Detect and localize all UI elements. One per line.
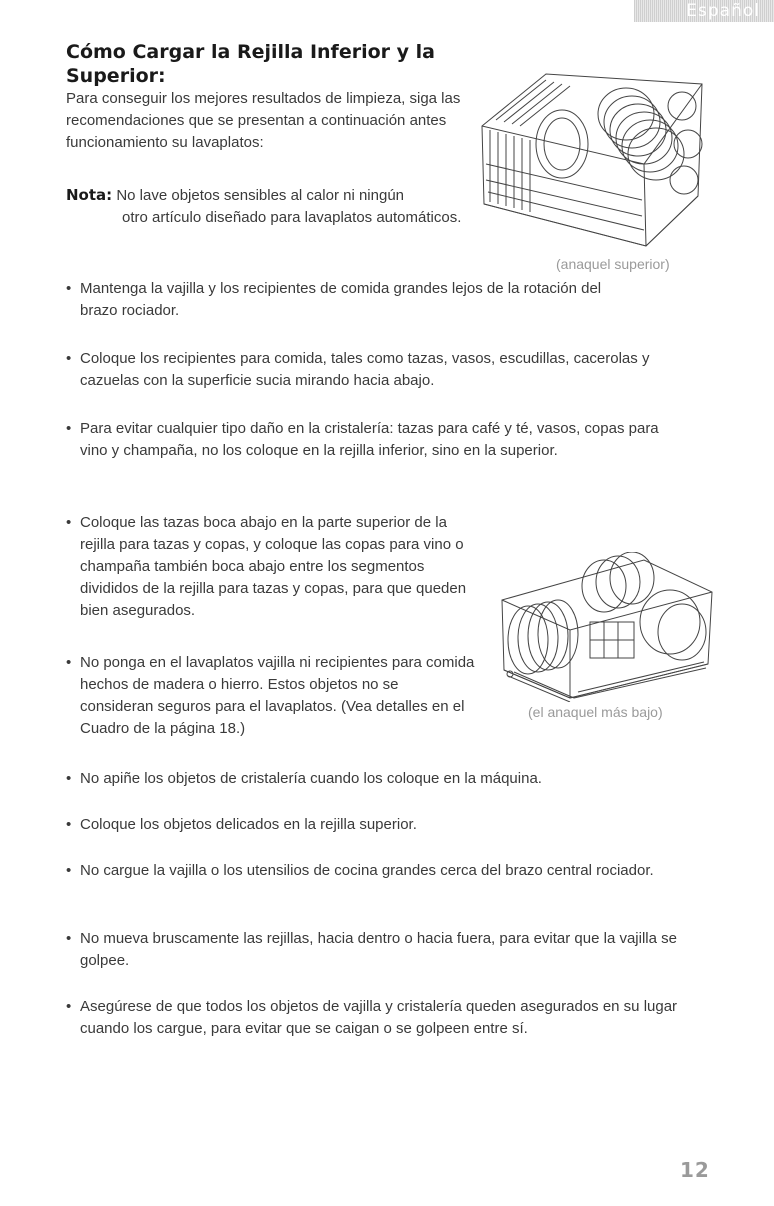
lower-rack-caption: (el anaquel más bajo)	[528, 704, 663, 720]
bullet-marker: •	[66, 862, 72, 879]
upper-rack-caption: (anaquel superior)	[556, 256, 670, 272]
list-item-text: Mantenga la vajilla y los recipientes de comida grandes lejos de la rotación del brazo rociador.	[80, 280, 602, 319]
note-block	[66, 184, 466, 229]
bullet-marker: •	[66, 654, 72, 671]
list-item	[66, 768, 746, 790]
list-item-text: Coloque los recipientes para comida, tales como tazas, vasos, escudillas, cacerolas y cazuelas con la superficie sucia mirando hacia abajo.	[80, 350, 650, 389]
list-item	[66, 928, 726, 972]
list-item	[66, 278, 626, 322]
note-rest: otro artículo diseñado para lavaplatos automáticos.	[122, 209, 462, 226]
note-first-line: No lave objetos sensibles al calor ni ningún	[116, 187, 405, 204]
lower-rack-illustration	[494, 552, 718, 702]
list-item-text: No mueva bruscamente las rejillas, hacia dentro o hacia fuera, para evitar que la vajilla se golpee.	[80, 930, 677, 969]
bullet-marker: •	[66, 280, 72, 297]
page-number: 12	[680, 1158, 710, 1182]
list-item	[66, 860, 706, 882]
bullet-marker: •	[66, 770, 72, 787]
page-title: Cómo Cargar la Rejilla Inferior y la Superior:	[66, 41, 435, 87]
bullet-marker: •	[66, 998, 72, 1015]
bullet-marker: •	[66, 930, 72, 947]
list-item-text: No apiñe los objetos de cristalería cuando los coloque en la máquina.	[80, 770, 542, 787]
list-item	[66, 512, 486, 622]
list-item-text: No cargue la vajilla o los utensilios de cocina grandes cerca del brazo central rociador.	[80, 862, 654, 879]
bullet-marker: •	[66, 420, 72, 437]
list-item-text: Asegúrese de que todos los objetos de vajilla y cristalería queden asegurados en su lugar cuando los cargue, para evitar que se caigan o se golpeen entre sí.	[80, 998, 678, 1037]
intro-paragraph: Para conseguir los mejores resultados de limpieza, siga las recomendaciones que se presentan a continuación antes funcionamiento su lavaplatos:	[66, 90, 461, 151]
bullet-marker: •	[66, 514, 72, 531]
note-label: Nota:	[66, 186, 113, 204]
list-item	[66, 814, 746, 836]
list-item	[66, 996, 726, 1040]
list-item-text: No ponga en el lavaplatos vajilla ni recipientes para comida hechos de madera o hierro. Estos objetos no se consideran seguros para el lavaplatos. (Vea detalles en el Cuadro de la página 18.)	[80, 654, 475, 737]
list-item	[66, 348, 706, 392]
list-item	[66, 418, 676, 462]
list-item-text: Para evitar cualquier tipo daño en la cristalería: tazas para café y té, vasos, copas para vino y champaña, no los coloque en la rejilla inferior, sino en la superior.	[80, 420, 659, 459]
list-item	[66, 652, 476, 740]
bullet-marker: •	[66, 816, 72, 833]
language-tab: Español	[634, 0, 774, 22]
list-item-text: Coloque los objetos delicados en la rejilla superior.	[80, 816, 417, 833]
lower-rack-frame	[502, 560, 712, 698]
list-item-text: Coloque las tazas boca abajo en la parte superior de la rejilla para tazas y copas, y coloque las copas para vino o champaña también boca abajo entre los segmentos divididos de la rejilla para tazas y copas, para que queden bien asegurados.	[80, 514, 467, 619]
upper-rack-illustration	[476, 64, 714, 254]
bullet-marker: •	[66, 350, 72, 367]
